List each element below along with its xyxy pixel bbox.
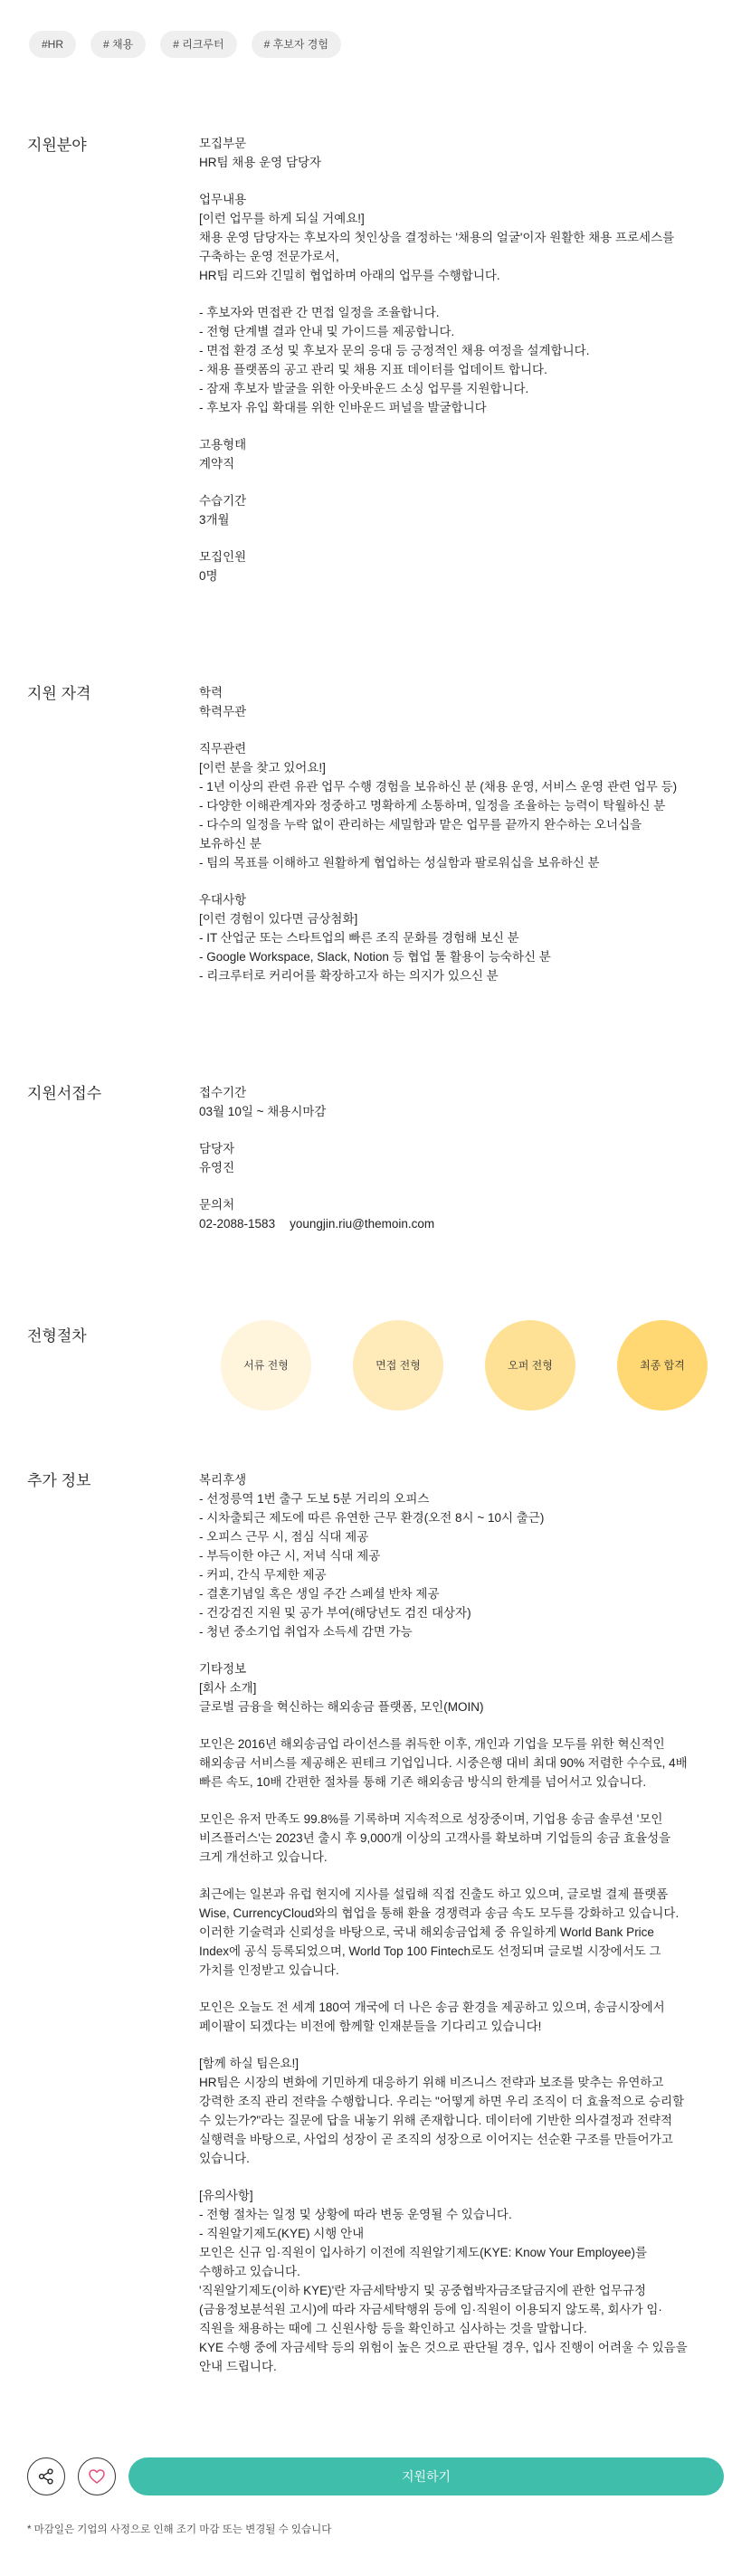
qualification-line: - 팀의 목표를 이해하고 원활하게 협업하는 성실함과 팔로워십을 보유하신 분 bbox=[199, 856, 600, 870]
paragraph-line: Wise, CurrencyCloud와의 협업을 통해 환율 경쟁력과 송금 속도 모두를 강화하고 있습니다. bbox=[199, 1906, 680, 1920]
company-paragraph bbox=[199, 1885, 724, 1980]
welfare-line: - 청년 중소기업 취업자 소득세 감면 가능 bbox=[199, 1625, 413, 1639]
paragraph-line: 있습니다. bbox=[199, 2152, 250, 2165]
share-button[interactable] bbox=[27, 2457, 65, 2495]
company-paragraph bbox=[199, 1810, 724, 1867]
paragraph-line: 모인은 오늘도 전 세계 180여 개국에 더 나은 송금 환경을 제공하고 있으며, 송금시장에서 bbox=[199, 2001, 665, 2014]
welfare-line: - 선정릉역 1번 출구 도보 5분 거리의 오피스 bbox=[199, 1492, 430, 1506]
welfare-line: - 부득이한 야근 시, 저녁 식대 제공 bbox=[199, 1549, 381, 1563]
apply-field-line: - 채용 플랫폼의 공고 관리 및 채용 지표 데이터를 업데이트 합니다. bbox=[199, 363, 547, 376]
action-bar bbox=[0, 2457, 751, 2495]
selection-process-section bbox=[0, 1326, 751, 1411]
paragraph-line: 비즈플러스'는 2023년 출시 후 9,000개 이상의 고객사를 확보하며 기업들의 송금 효율성을 bbox=[199, 1831, 671, 1845]
apply-field-line: 0명 bbox=[199, 569, 218, 583]
qualification-line: [이런 분을 찾고 있어요!] bbox=[199, 761, 326, 775]
receipt-body bbox=[199, 1083, 724, 1233]
apply-field-line: 수습기간 bbox=[199, 494, 247, 508]
company-paragraph bbox=[199, 1998, 724, 2036]
period-value: 03월 10일 ~ 채용시마감 bbox=[199, 1105, 327, 1118]
apply-field-line: [이런 업무를 하게 되실 거예요!] bbox=[199, 212, 365, 225]
apply-field-line: - 전형 단계별 결과 안내 및 가이드를 제공합니다. bbox=[199, 325, 455, 338]
tag-candidate-experience[interactable]: # 후보자 경험 bbox=[252, 31, 341, 58]
company-info-line: 글로벌 금융을 혁신하는 해외송금 플랫폼, 모인(MOIN) bbox=[199, 1700, 484, 1714]
apply-field-section bbox=[0, 134, 751, 585]
tag-recruiter[interactable]: # 리크루터 bbox=[160, 31, 236, 58]
apply-field-line: - 잠재 후보자 발굴을 위한 아웃바운드 소싱 업무를 지원합니다. bbox=[199, 382, 529, 395]
apply-field-line: 계약직 bbox=[199, 457, 235, 471]
welfare-line: - 결혼기념일 혹은 생일 주간 스페셜 반차 제공 bbox=[199, 1587, 440, 1601]
process-step-offer: 오퍼 전형 bbox=[485, 1320, 575, 1411]
heart-icon bbox=[88, 2467, 106, 2486]
paragraph-line: 모인은 신규 임·직원이 입사하기 이전에 직원알기제도(KYE: Know Your Employee)를 bbox=[199, 2246, 648, 2259]
section-title: 지원분야 bbox=[27, 137, 87, 154]
paragraph-line: HR팀은 시장의 변화에 기민하게 대응하기 위해 비즈니스 전략과 보조를 맞추는 유연하고 bbox=[199, 2076, 664, 2089]
paragraph-line: 해외송금 서비스를 제공해온 핀테크 기업입니다. 시중은행 대비 최대 90% 저렴한 수수료, 4배 bbox=[199, 1756, 688, 1770]
paragraph-line: 빠른 속도, 10배 간편한 절차를 통해 기존 해외송금 방식의 한계를 넘어서고 있습니다. bbox=[199, 1775, 647, 1789]
paragraph-line: 직원을 채용하는 때에 그 신원사항 등을 확인하고 심사하는 것을 말합니다. bbox=[199, 2322, 587, 2335]
section-title: 전형절차 bbox=[27, 1327, 87, 1345]
contact-phone[interactable]: 02-2088-1583 bbox=[199, 1217, 276, 1231]
manager-label: 담당자 bbox=[199, 1142, 235, 1155]
contact-email[interactable]: youngjin.riu@themoin.com bbox=[290, 1217, 435, 1231]
paragraph-line: 최근에는 일본과 유럽 현지에 지사를 설립해 직접 진출도 하고 있으며, 글로벌 결제 플랫폼 bbox=[199, 1887, 669, 1901]
additional-info-body bbox=[199, 1470, 724, 2394]
tag-list bbox=[0, 31, 751, 58]
paragraph-line: 강력한 조직 관리 전략을 수행합니다. 우리는 "어떻게 하면 우리 조직이 더 효율적으로 승리할 bbox=[199, 2095, 685, 2108]
qualification-line: [이런 경험이 있다면 금상첨화] bbox=[199, 912, 358, 926]
paragraph-line: 페이팔이 되겠다는 비전에 함께할 인재분들을 기다리고 있습니다! bbox=[199, 2020, 542, 2033]
qualification-line: - IT 산업군 또는 스타트업의 빠른 조직 문화를 경험해 보신 분 bbox=[199, 931, 519, 945]
qualification-line: 우대사항 bbox=[199, 893, 247, 907]
paragraph-line: 수행하고 있습니다. bbox=[199, 2265, 300, 2278]
company-paragraph bbox=[199, 2186, 724, 2376]
qualification-line: 학력 bbox=[199, 686, 223, 699]
process-step-final: 최종 합격 bbox=[617, 1320, 708, 1411]
paragraph-line: 모인은 2016년 해외송금업 라이선스를 취득한 이후, 개인과 기업을 모두를 위한 혁신적인 bbox=[199, 1737, 665, 1751]
paragraph-line: - 전형 절차는 일정 및 상황에 따라 변동 운영될 수 있습니다. bbox=[199, 2208, 512, 2221]
paragraph-line: 모인은 유저 만족도 99.8%를 기록하며 지속적으로 성장중이며, 기업용 송금 솔루션 '모인 bbox=[199, 1812, 663, 1826]
welfare-line: - 시차출퇴근 제도에 따른 유연한 근무 환경(오전 8시 ~ 10시 출근) bbox=[199, 1511, 545, 1525]
welfare-line: - 커피, 간식 무제한 제공 bbox=[199, 1568, 327, 1582]
apply-button[interactable]: 지원하기 bbox=[128, 2457, 724, 2495]
apply-field-line: HR팀 채용 운영 담당자 bbox=[199, 156, 322, 169]
paragraph-line: KYE 수행 중에 자금세탁 등의 위험이 높은 것으로 판단될 경우, 입사 진행이 어려울 수 있음을 bbox=[199, 2341, 688, 2354]
application-receipt-section bbox=[0, 1083, 751, 1233]
deadline-footnote: * 마감일은 기업의 사정으로 인해 조기 마감 또는 변경될 수 있습니다 bbox=[27, 2524, 332, 2535]
paragraph-line: 안내 드립니다. bbox=[199, 2360, 277, 2373]
company-info-line: [회사 소개] bbox=[199, 1681, 257, 1695]
paragraph-line: 가치를 인정받고 있습니다. bbox=[199, 1963, 339, 1977]
paragraph-line: Index에 공식 등록되었으며, World Top 100 Fintech로도 선정되며 글로벌 시장에서도 그 bbox=[199, 1944, 661, 1958]
share-icon bbox=[37, 2467, 55, 2486]
apply-field-body bbox=[199, 134, 724, 585]
process-step-document: 서류 전형 bbox=[221, 1320, 311, 1411]
apply-field-line: - 후보자와 면접관 간 면접 일정을 조율합니다. bbox=[199, 306, 440, 319]
paragraph-line: (금융정보분석원 고시)에 따라 자금세탁행위 등에 임·직원이 이용되지 않도록, 회사가 임· bbox=[199, 2303, 662, 2316]
process-step-interview: 면접 전형 bbox=[353, 1320, 443, 1411]
paragraph-line: 실행력을 바탕으로, 사업의 성장이 곧 조직의 성장으로 이어지는 선순환 구조를 만들어가고 bbox=[199, 2133, 673, 2146]
qualification-body bbox=[199, 683, 724, 985]
apply-field-line: 모집부문 bbox=[199, 137, 247, 150]
apply-field-line: HR팀 리드와 긴밀히 협업하며 아래의 업무를 수행합니다. bbox=[199, 269, 500, 282]
like-button[interactable] bbox=[78, 2457, 116, 2495]
company-paragraph bbox=[199, 1735, 724, 1792]
qualification-line: - Google Workspace, Slack, Notion 등 협업 툴 활용이 능숙하신 분 bbox=[199, 950, 551, 964]
company-paragraph bbox=[199, 2054, 724, 2168]
qualification-line: - 다양한 이해관계자와 정중하고 명확하게 소통하며, 일정을 조율하는 능력이 탁월하신 분 bbox=[199, 799, 666, 813]
paragraph-line: - 직원알기제도(KYE) 시행 안내 bbox=[199, 2227, 365, 2240]
qualification-line: 직무관련 bbox=[199, 742, 247, 756]
section-title: 지원 자격 bbox=[27, 685, 91, 702]
apply-field-line: 구축하는 운영 전문가로서, bbox=[199, 250, 339, 263]
paragraph-line: [유의사항] bbox=[199, 2189, 253, 2202]
tag-recruiting[interactable]: # 채용 bbox=[90, 31, 146, 58]
paragraph-line: '직원알기제도(이하 KYE)'란 자금세탁방지 및 공중협박자금조달금지에 관한 업무규정 bbox=[199, 2284, 647, 2297]
apply-field-line: 3개월 bbox=[199, 513, 230, 527]
contact-label: 문의처 bbox=[199, 1198, 235, 1212]
qualification-line: - 리크루터로 커리어를 확장하고자 하는 의지가 있으신 분 bbox=[199, 969, 499, 983]
additional-info-section bbox=[0, 1470, 751, 2394]
section-title: 지원서접수 bbox=[27, 1085, 102, 1102]
paragraph-line: 이러한 기술력과 신뢰성을 바탕으로, 국내 해외송금업체 중 유일하게 World Bank Price bbox=[199, 1925, 654, 1939]
apply-field-line: 모집인원 bbox=[199, 550, 247, 564]
apply-field-line: - 면접 환경 조성 및 후보자 문의 응대 등 긍정적인 채용 여정을 설계합니다. bbox=[199, 344, 590, 357]
period-label: 접수기간 bbox=[199, 1086, 247, 1099]
process-steps bbox=[199, 1320, 724, 1411]
qualification-line: 보유하신 분 bbox=[199, 837, 261, 851]
apply-field-line: 고용형태 bbox=[199, 438, 247, 452]
paragraph-line: [함께 하실 팀은요!] bbox=[199, 2057, 299, 2070]
contact-row bbox=[199, 1214, 724, 1233]
apply-field-line: - 후보자 유입 확대를 위한 인바운드 퍼널을 발굴합니다 bbox=[199, 401, 487, 414]
welfare-line: - 건강검진 지원 및 공가 부여(해당년도 검진 대상자) bbox=[199, 1606, 471, 1620]
section-title: 추가 정보 bbox=[27, 1472, 91, 1489]
manager-value: 유영진 bbox=[199, 1161, 235, 1174]
qualification-line: - 1년 이상의 관련 유관 업무 수행 경험을 보유하신 분 (채용 운영, 서비스 운영 관련 업무 등) bbox=[199, 780, 678, 794]
apply-field-line: 채용 운영 담당자는 후보자의 첫인상을 결정하는 '채용의 얼굴'이자 원활한 채용 프로세스를 bbox=[199, 231, 675, 244]
company-info-line: 기타정보 bbox=[199, 1662, 247, 1676]
paragraph-line: 크게 개선하고 있습니다. bbox=[199, 1850, 328, 1864]
qualification-line: 학력무관 bbox=[199, 705, 247, 718]
welfare-line: - 오피스 근무 시, 점심 식대 제공 bbox=[199, 1530, 369, 1544]
qualification-line: - 다수의 일정을 누락 없이 관리하는 세밀함과 맡은 업무를 끝까지 완수하는 오너십을 bbox=[199, 818, 642, 832]
process-body bbox=[199, 1326, 724, 1411]
paragraph-line: 수 있는가?"라는 질문에 답을 내놓기 위해 존재합니다. 데이터에 기반한 의사결정과 전략적 bbox=[199, 2114, 673, 2127]
welfare-line: 복리후생 bbox=[199, 1473, 247, 1487]
qualification-section bbox=[0, 683, 751, 985]
apply-field-line: 업무내용 bbox=[199, 193, 247, 206]
tag-hr[interactable]: #HR bbox=[29, 31, 76, 58]
